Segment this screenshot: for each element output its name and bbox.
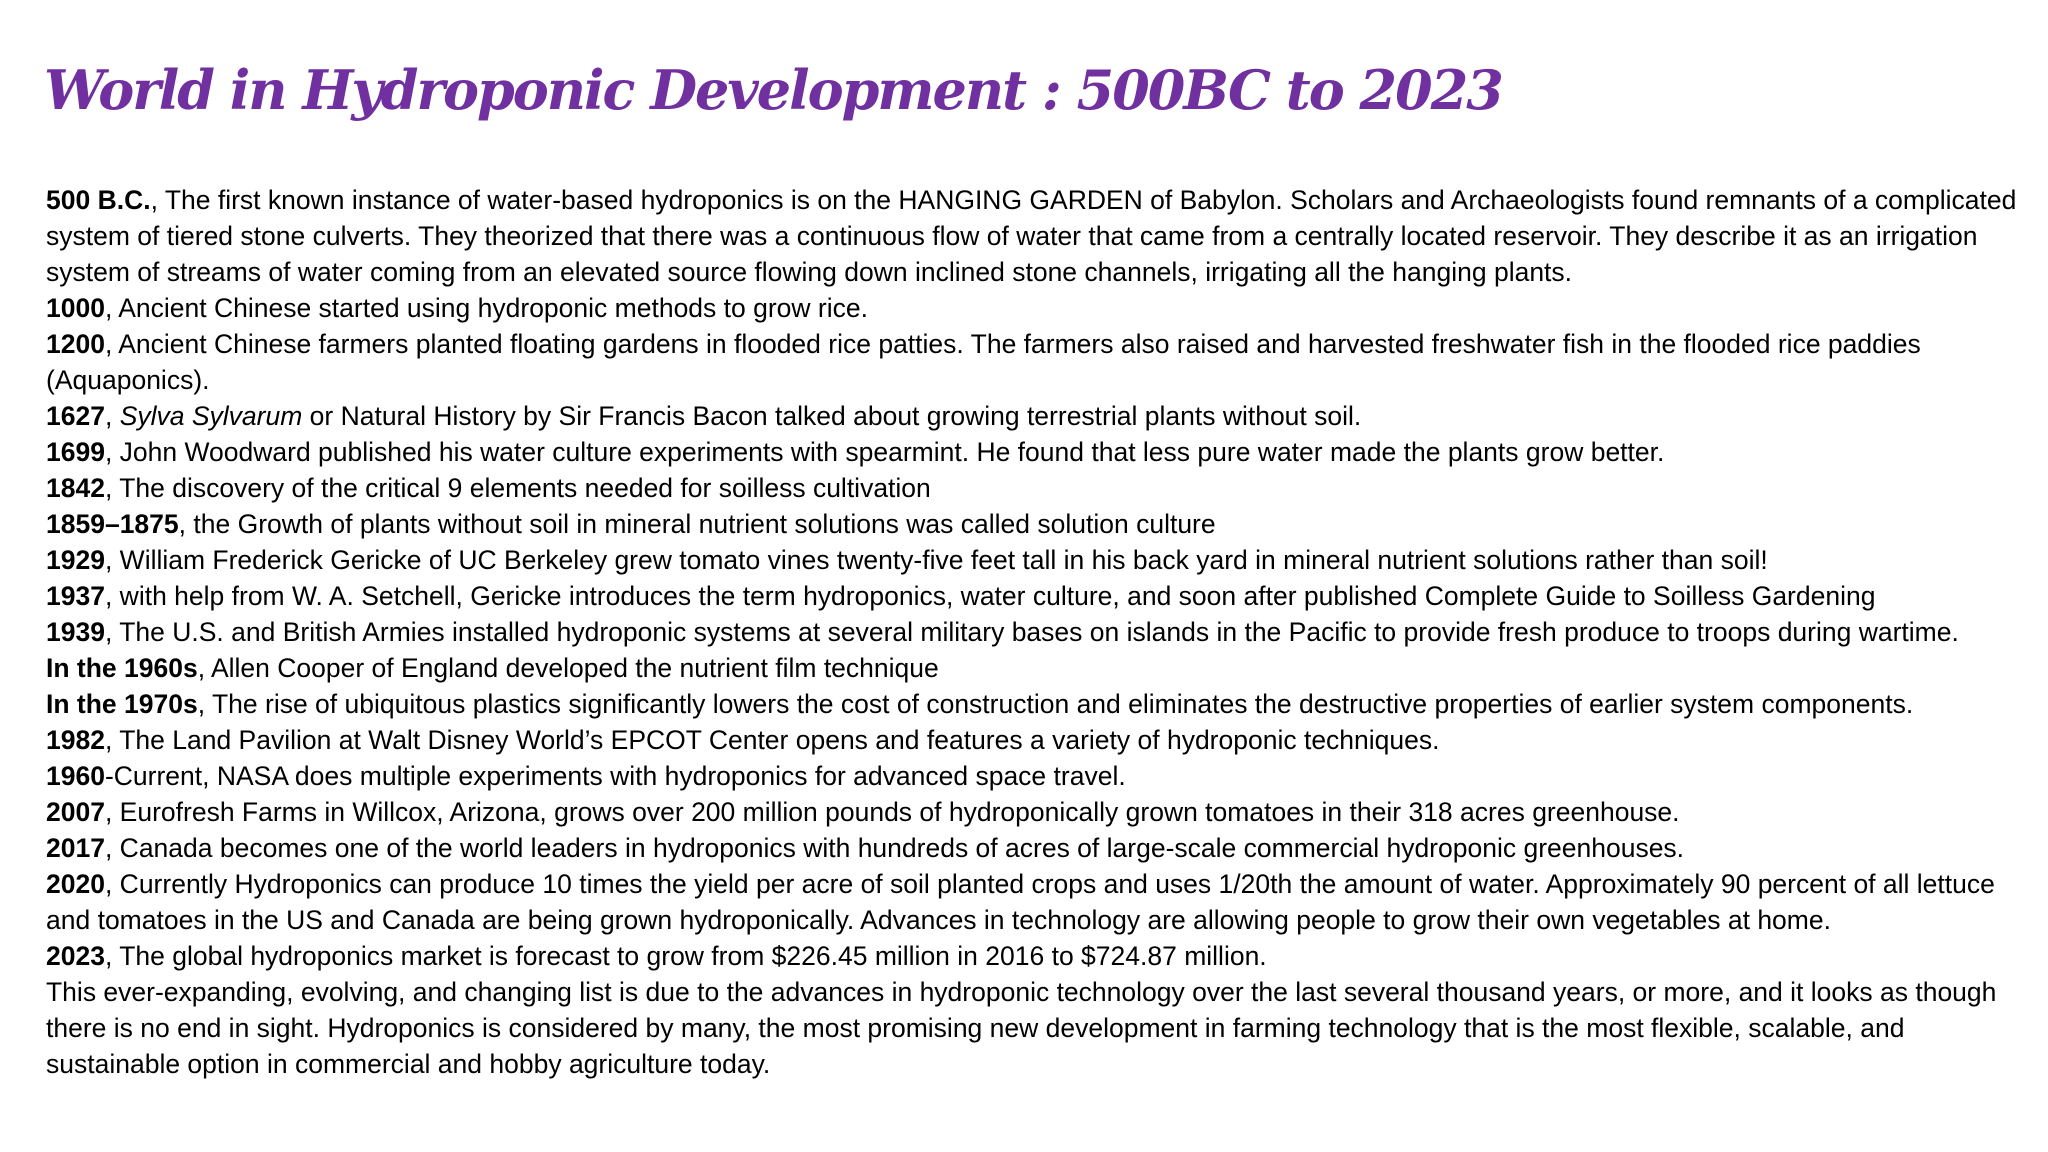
entry-year: 2017 xyxy=(46,833,105,863)
entry-text: , the Growth of plants without soil in mineral nutrient solutions was called solution culture xyxy=(178,509,1216,539)
entry-text: , The U.S. and British Armies installed hydroponic systems at several military bases on islands in the Pacific to provide fresh produce to troops during wartime. xyxy=(104,617,1959,647)
entry-text: , The discovery of the critical 9 elements needed for soilless cultivation xyxy=(104,473,931,503)
entry-text: or Natural History by Sir Francis Bacon talked about growing terrestrial plants without soil. xyxy=(302,401,1362,431)
timeline-entry xyxy=(46,182,2024,290)
slide-title: World in Hydroponic Development : 500BC to 2023 xyxy=(44,58,1502,122)
timeline-entry xyxy=(46,470,2024,506)
timeline-entry xyxy=(46,650,2024,686)
entry-year: 1960 xyxy=(46,761,105,791)
entry-text: , The global hydroponics market is forecast to grow from $226.45 million in 2016 to $724.87 million. xyxy=(104,941,1267,971)
entry-text: , The rise of ubiquitous plastics significantly lowers the cost of construction and eliminates the destructive properties of earlier system components. xyxy=(197,689,1914,719)
entry-text: , Currently Hydroponics can produce 10 times the yield per acre of soil planted crops and uses 1/20th the amount of water. Approximately 90 percent of all lettuce and tomatoes in the US and Canada are being grown hydroponically. Advances in technology are allowing people to grow their own vegetables at home. xyxy=(46,869,1995,935)
entry-year: 1982 xyxy=(46,725,105,755)
entry-year: 1929 xyxy=(46,545,105,575)
conclusion-paragraph: This ever-expanding, evolving, and changing list is due to the advances in hydroponic technology over the last several thousand years, or more, and it looks as though there is no end in sight. Hydroponics is considered by many, the most promising new development in farming technology that is the most flexible, scalable, and sustainable option in commercial and hobby agriculture today. xyxy=(46,977,1997,1079)
entry-text: -Current, NASA does multiple experiments with hydroponics for advanced space travel. xyxy=(104,761,1126,791)
entry-year: 2023 xyxy=(46,941,105,971)
entry-year: 1937 xyxy=(46,581,105,611)
entry-year: 1939 xyxy=(46,617,105,647)
entry-year: 2007 xyxy=(46,797,105,827)
entry-year: 1000 xyxy=(46,293,105,323)
timeline-entry xyxy=(46,830,2024,866)
timeline-entry xyxy=(46,866,2024,938)
timeline-entry xyxy=(46,290,2024,326)
timeline-entry xyxy=(46,614,2024,650)
entry-year: 1200 xyxy=(46,329,105,359)
entry-year: 1859–1875 xyxy=(46,509,179,539)
entry-text: , Eurofresh Farms in Willcox, Arizona, grows over 200 million pounds of hydroponically grown tomatoes in their 318 acres greenhouse. xyxy=(104,797,1680,827)
entry-text: , Allen Cooper of England developed the nutrient film technique xyxy=(197,653,939,683)
timeline-entry xyxy=(46,758,2024,794)
entry-year: 1699 xyxy=(46,437,105,467)
timeline-entry xyxy=(46,938,2024,974)
timeline-entry xyxy=(46,542,2024,578)
timeline-entry xyxy=(46,686,2024,722)
timeline-entry xyxy=(46,326,2024,398)
timeline-entry xyxy=(46,434,2024,470)
entry-text: , Ancient Chinese started using hydroponic methods to grow rice. xyxy=(104,293,868,323)
timeline-entry xyxy=(46,722,2024,758)
entry-year: 500 B.C. xyxy=(46,185,151,215)
entry-year: 1627 xyxy=(46,401,105,431)
entry-text: , The Land Pavilion at Walt Disney World’s EPCOT Center opens and features a variety of hydroponic techniques. xyxy=(104,725,1440,755)
entry-year: In the 1970s xyxy=(46,689,198,719)
entry-text: , Canada becomes one of the world leaders in hydroponics with hundreds of acres of large-scale commercial hydroponic greenhouses. xyxy=(104,833,1685,863)
entry-year: 1842 xyxy=(46,473,105,503)
timeline-entry xyxy=(46,398,2024,434)
entry-text: , The first known instance of water-based hydroponics is on the HANGING GARDEN of Babylon. Scholars and Archaeologists found remnants of a complicated system of tiered stone culverts. They theorized that there was a continuous flow of water that came from a centrally located reservoir. They describe it as an irrigation system of streams of water coming from an elevated source flowing down inclined stone channels, irrigating all the hanging plants. xyxy=(46,185,2017,287)
entry-work-title: Sylva Sylvarum xyxy=(119,401,303,431)
entry-text: , Ancient Chinese farmers planted floating gardens in flooded rice patties. The farmers also raised and harvested freshwater fish in the flooded rice paddies (Aquaponics). xyxy=(46,329,1921,395)
entry-text: , with help from W. A. Setchell, Gericke introduces the term hydroponics, water culture, and soon after published Complete Guide to Soilless Gardening xyxy=(104,581,1876,611)
timeline-entry xyxy=(46,794,2024,830)
entry-separator: , xyxy=(104,401,120,431)
entry-text: , John Woodward published his water culture experiments with spearmint. He found that less pure water made the plants grow better. xyxy=(104,437,1665,467)
entry-year: In the 1960s xyxy=(46,653,198,683)
timeline-body xyxy=(46,182,2024,1082)
entry-text: , William Frederick Gericke of UC Berkeley grew tomato vines twenty-five feet tall in his back yard in mineral nutrient solutions rather than soil! xyxy=(104,545,1768,575)
timeline-entry xyxy=(46,506,2024,542)
entry-year: 2020 xyxy=(46,869,105,899)
timeline-entry xyxy=(46,578,2024,614)
